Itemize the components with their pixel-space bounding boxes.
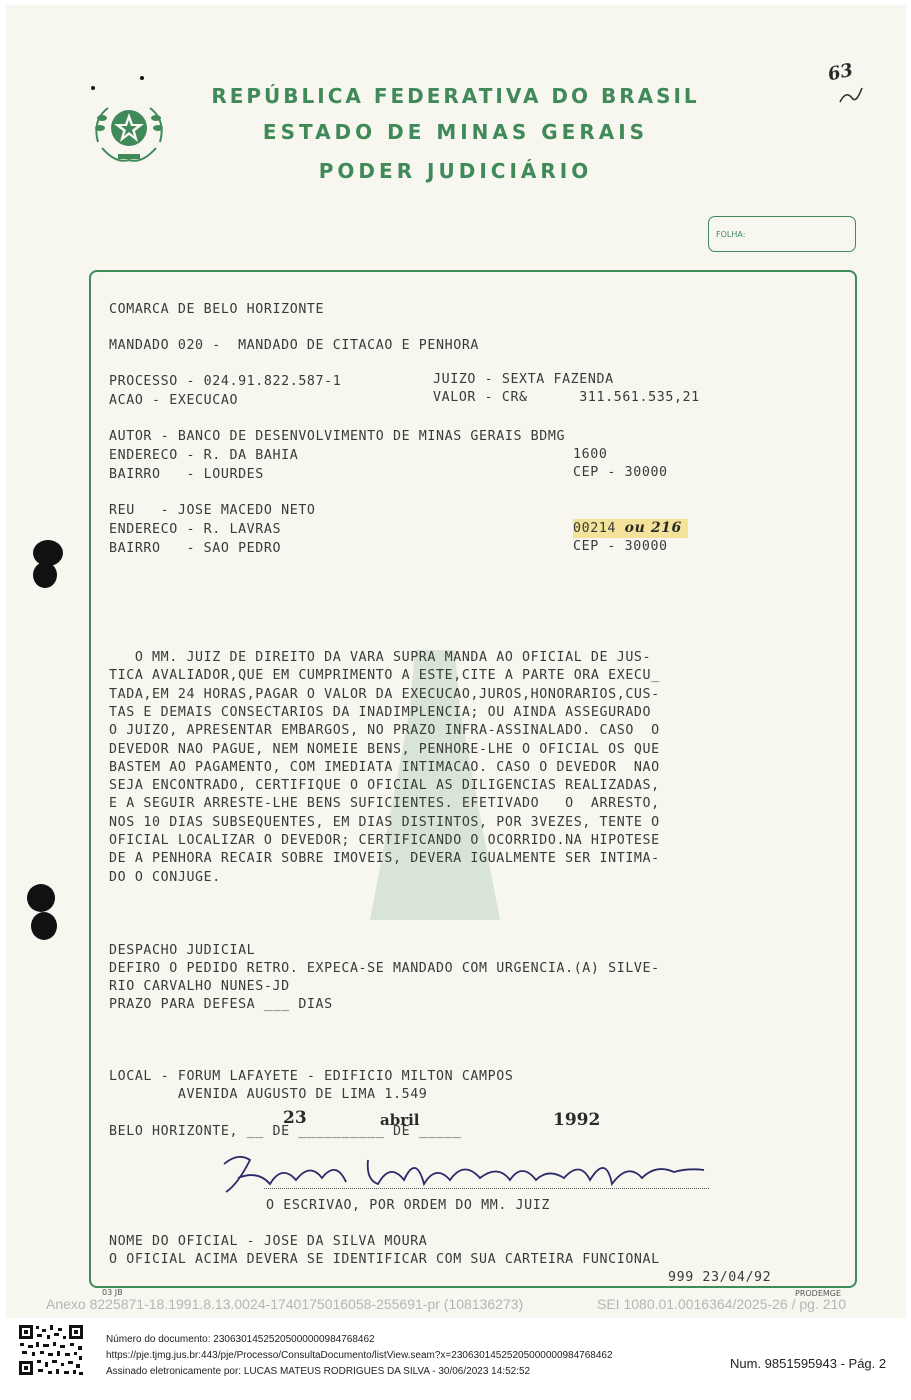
oficial-line: NOME DO OFICIAL - JOSE DA SILVA MOURA bbox=[109, 1234, 428, 1249]
header-poder: PODER JUDICIÁRIO bbox=[318, 159, 593, 183]
body-line: TAS E DEMAIS CONSECTARIOS DA INADIMPLENCIA; OU AINDA ASSEGURADO bbox=[109, 704, 652, 720]
reu-bairro: BAIRRO - SAO PEDRO bbox=[109, 541, 282, 556]
punch-hole-mark bbox=[33, 562, 57, 588]
ink-speck bbox=[140, 76, 144, 80]
acao-line: ACAO - EXECUCAO bbox=[109, 393, 239, 408]
despacho-title: DESPACHO JUDICIAL bbox=[109, 943, 256, 958]
local-line: LOCAL - FORUM LAFAYETE - EDIFICIO MILTON CAMPOS bbox=[109, 1069, 514, 1084]
date-day: 23 bbox=[283, 1108, 307, 1128]
oficial-note: O OFICIAL ACIMA DEVERA SE IDENTIFICAR COM SUA CARTEIRA FUNCIONAL bbox=[109, 1252, 660, 1267]
body-line: DE A PENHORA RECAIR SOBRE IMOVEIS, DEVERA IGUALMENTE SER INTIMA- bbox=[109, 851, 660, 867]
reu-endereco: ENDERECO - R. LAVRAS bbox=[109, 522, 282, 537]
despacho-line: DEFIRO O PEDIDO RETRO. EXPECA-SE MANDADO COM URGENCIA.(A) SILVE- bbox=[109, 961, 660, 976]
reu-numero-handwritten: ou 216 bbox=[624, 520, 682, 536]
form-code-right: PRODEMGE bbox=[795, 1289, 842, 1298]
body-line: SEJA ENCONTRADO, CERTIFIQUE O OFICIAL AS DILIGENCIAS REALIZADAS, bbox=[109, 778, 660, 794]
autor-cep: CEP - 30000 bbox=[573, 465, 668, 480]
numero-documento: Número do documento: 23063014525205000000984768462 bbox=[106, 1334, 375, 1345]
reu-numero-typed: 00214 bbox=[573, 521, 617, 536]
folha-box bbox=[708, 216, 856, 252]
punch-hole-mark bbox=[27, 884, 55, 912]
body-line: DEVEDOR NAO PAGUE, NEM NOMEIE BENS, PENHORE-LHE O OFICIAL OS QUE bbox=[109, 741, 660, 757]
local-address: AVENIDA AUGUSTO DE LIMA 1.549 bbox=[109, 1087, 428, 1102]
autor-endereco: ENDERECO - R. DA BAHIA bbox=[109, 448, 299, 463]
date-line: BELO HORIZONTE, __ DE __________ DE _____ bbox=[109, 1124, 462, 1139]
body-line: TICA AVALIADOR,QUE EM CUMPRIMENTO A ESTE,CITE A PARTE ORA EXECU_ bbox=[109, 668, 660, 684]
header-estado: ESTADO DE MINAS GERAIS bbox=[262, 120, 649, 144]
form-code-left: 03 JB bbox=[102, 1288, 123, 1297]
body-line: OFICIAL LOCALIZAR O DEVEDOR; CERTIFICANDO O OCORRIDO.NA HIPOTESE bbox=[109, 833, 660, 848]
juizo-line: JUIZO - SEXTA FAZENDA bbox=[433, 372, 614, 387]
mandado-line: MANDADO 020 - MANDADO DE CITACAO E PENHORA bbox=[109, 338, 480, 353]
page-number-handwritten: 63 bbox=[826, 59, 855, 86]
autor-line: AUTOR - BANCO DE DESENVOLVIMENTO DE MINAS GERAIS BDMG bbox=[109, 429, 566, 444]
autor-bairro: BAIRRO - LOURDES bbox=[109, 467, 264, 482]
handwritten-mark-icon bbox=[838, 86, 864, 106]
signature bbox=[218, 1150, 708, 1198]
date-year: 1992 bbox=[553, 1110, 601, 1130]
prazo-line: PRAZO PARA DEFESA ___ DIAS bbox=[109, 997, 333, 1012]
body-line: O MM. JUIZ DE DIREITO DA VARA SUPRA MANDA AO OFICIAL DE JUS- bbox=[109, 650, 652, 665]
body-line: DO O CONJUGE. bbox=[109, 869, 221, 885]
assinado-line: Assinado eletronicamente por: LUCAS MATEUS RODRIGUES DA SILVA - 30/06/2023 14:52:52 bbox=[106, 1366, 531, 1377]
valor-line: VALOR - CR& 311.561.535,21 bbox=[433, 390, 700, 405]
body-line: TADA,EM 24 HORAS,PAGAR O VALOR DA EXECUCAO,JUROS,HONORARIOS,CUS- bbox=[109, 686, 660, 702]
despacho-line: RIO CARVALHO NUNES-JD bbox=[109, 979, 290, 994]
anexo-stamp: Anexo 8225871-18.1991.8.13.0024-1740175016058-255691-pr (108136273) bbox=[46, 1296, 524, 1312]
punch-hole-mark bbox=[31, 912, 57, 940]
processo-line: PROCESSO - 024.91.822.587-1 bbox=[109, 374, 342, 389]
folha-label: FOLHA: bbox=[716, 230, 746, 239]
autor-numero: 1600 bbox=[573, 447, 608, 462]
body-line: NOS 10 DIAS SUBSEQUENTES, EM DIAS DISTINTOS, POR 3VEZES, TENTE O bbox=[109, 814, 660, 830]
escrivao-line: O ESCRIVAO, POR ORDEM DO MM. JUIZ bbox=[266, 1198, 550, 1213]
code-footer: 999 23/04/92 bbox=[668, 1270, 772, 1285]
comarca-line: COMARCA DE BELO HORIZONTE bbox=[109, 302, 325, 317]
header-republica: REPÚBLICA FEDERATIVA DO BRASIL bbox=[211, 84, 700, 108]
reu-cep: CEP - 30000 bbox=[573, 539, 668, 554]
reu-numero bbox=[573, 519, 688, 538]
document-url-link[interactable]: https://pje.tjmg.jus.br:443/pje/Processo/ConsultaDocumento/listView.seam?x=23063014525205000000984768462 bbox=[106, 1350, 613, 1361]
signature-line bbox=[264, 1188, 709, 1189]
date-month: abril bbox=[380, 1111, 420, 1129]
page-number: Num. 9851595943 - Pág. 2 bbox=[730, 1356, 887, 1371]
body-line: O JUIZO, APRESENTAR EMBARGOS, NO PRAZO INFRA-ASSINALADO. CASO O bbox=[109, 723, 660, 739]
body-line: BASTEM AO PAGAMENTO, COM IMEDIATA INTIMACAO. CASO O DEVEDOR NAO bbox=[109, 759, 660, 775]
reu-line: REU - JOSE MACEDO NETO bbox=[109, 503, 316, 518]
sei-stamp: SEI 1080.01.0016364/2025-26 / pg. 210 bbox=[597, 1296, 847, 1312]
qr-code-icon[interactable] bbox=[18, 1324, 84, 1376]
body-line: E A SEGUIR ARRESTE-LHE BENS SUFICIENTES. EFETIVADO O ARRESTO, bbox=[109, 796, 660, 812]
